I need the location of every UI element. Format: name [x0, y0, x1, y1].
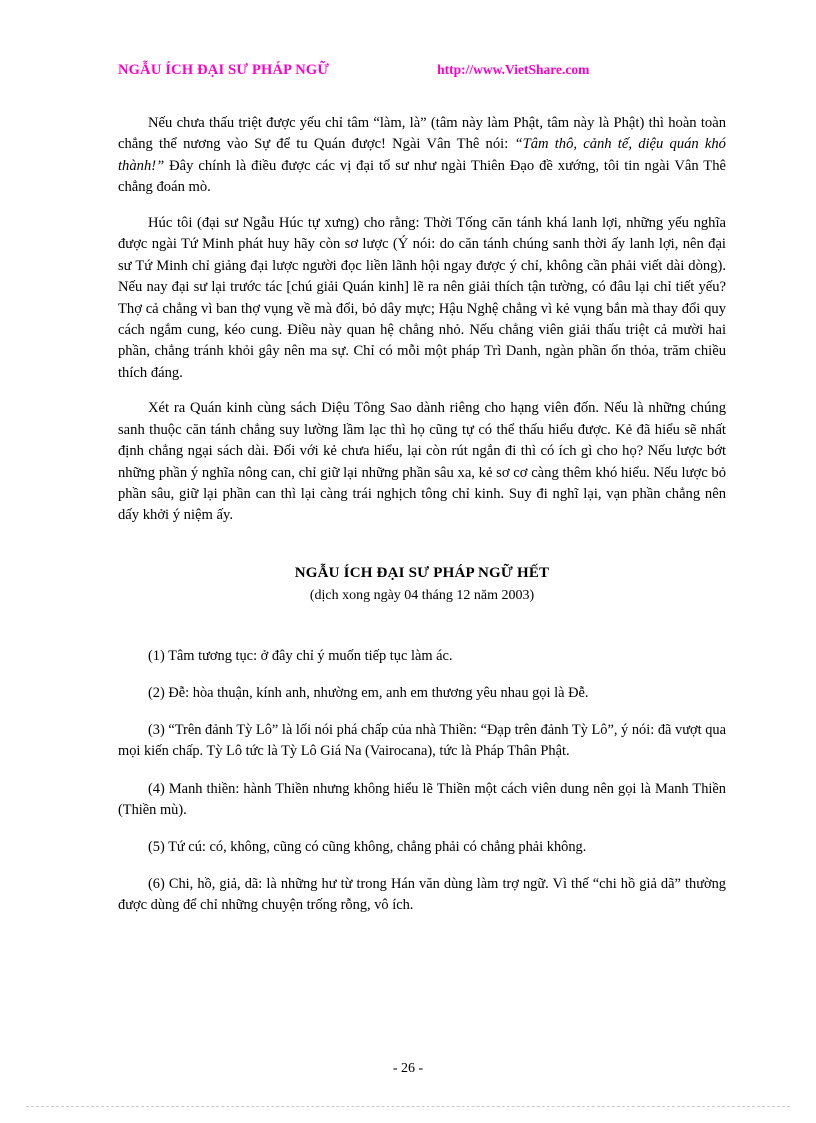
- header-title: NGẪU ÍCH ĐẠI SƯ PHÁP NGỮ: [118, 62, 330, 78]
- page-number: - 26 -: [392, 1061, 424, 1076]
- footnote-item: (4) Manh thiền: hành Thiền nhưng không hiểu lẽ Thiền một cách viên dung nên gọi là Manh Thiền (Thiền mù).: [118, 780, 726, 818]
- paragraph-1: [118, 113, 726, 199]
- paragraph-3: [118, 398, 726, 527]
- page-footer: [0, 1061, 816, 1077]
- header-website-link[interactable]: http://www.VietShare.com: [437, 62, 590, 77]
- footnote-item: (1) Tâm tương tục: ở đây chỉ ý muốn tiếp tục làm ác.: [148, 647, 453, 664]
- paragraph-2: [118, 213, 726, 385]
- closing-block: [118, 565, 726, 604]
- closing-date: (dịch xong ngày 04 tháng 12 năm 2003): [309, 587, 535, 603]
- body-text: [118, 113, 726, 527]
- footnote-item: (5) Tứ cú: có, không, cũng có cũng không, chẳng phải có chẳng phải không.: [148, 838, 587, 855]
- footnotes-list: [118, 646, 726, 917]
- closing-title: NGẪU ÍCH ĐẠI SƯ PHÁP NGỮ HẾT: [294, 564, 550, 581]
- text-run: Nếu chưa thấu triệt được yếu chỉ tâm “làm, là” (tâm này làm Phật, tâm này là Phật) thì hoàn toàn chẳng thể nương vào Sự để tu Quán được! Ngài Vân Thê nói:: [118, 115, 726, 153]
- footnote-item: (3) “Trên đảnh Tỳ Lô” là lối nói phá chấp của nhà Thiền: “Đạp trên đảnh Tỳ Lô”, ý nói: đã vượt qua mọi kiến chấp. Tỳ Lô tức là Tỳ Lô Giá Na (Vairocana), tức là Pháp Thân Phật.: [118, 722, 726, 760]
- text-run: Đây chính là điều được các vị đại tổ sư như ngài Thiên Đạo đề xướng, tôi tin ngài Vân Thê chẳng đoán mò.: [118, 157, 726, 196]
- text-run: Húc tôi (đại sư Ngẫu Húc tự xưng) cho rằng: Thời Tống căn tánh khá lanh lợi, những yếu nghĩa được ngài Tứ Minh phát huy hãy còn sơ lược (Ý nói: do căn tánh chúng sanh thời ấy lanh lợi, nên đại sư Tứ Minh chỉ giảng đại lược người đọc liền lãnh hội ngay được ý chỉ, không cần phải viết dài dòng). Nếu nay đại sư lại trước tác [chú giải Quán kinh] lẽ ra nên giải thích tận tường, có đâu lại chỉ tiết yếu? Thợ cả chẳng vì ban thợ vụng về mà đổi, bỏ dây mực; Hậu Nghệ chẳng vì kẻ vụng bắn mà thay đổi quy cách ngắm cung, kéo cung. Điều này quan hệ chẳng nhỏ. Nếu chẳng viên giải thấu triệt cả mười hai phần, chẳng tránh khỏi gây nên ma sự. Chỉ có mỗi một pháp Trì Danh, ngàn phần ổn thỏa, trăm chiều thích đáng.: [118, 214, 726, 381]
- footnote-item: (6) Chi, hồ, giả, dã: là những hư từ trong Hán văn dùng làm trợ ngữ. Vì thế “chi hồ giả dã” thường được dùng để chỉ những chuyện trống rỗng, vô ích.: [118, 876, 726, 914]
- text-run: Xét ra Quán kinh cùng sách Diệu Tông Sao dành riêng cho hạng viên đốn. Nếu là những chúng sanh thuộc căn tánh chẳng suy lường lầm lạc thì họ cũng tự có thể thấu hiểu được. Kẻ đã hiểu sẽ nhất định chẳng ngại sách dài. Đối với kẻ chưa hiểu, lại còn rút ngắn đi thì có ích gì cho họ? Nếu lược bớt những phần ý nghĩa nông can, chỉ giữ lại những phần sâu xa, kẻ sơ cơ càng thêm khó hiểu. Nếu lược bỏ phần sâu, giữ lại phần can thì lại càng trái nghịch tông chỉ kinh. Suy đi nghĩ lại, vạn phần chẳng nên dấy khởi ý niệm ấy.: [118, 400, 726, 524]
- text-run: “Tâm thô, cảnh tế, diệu quán khó thành!”: [118, 136, 726, 174]
- bottom-divider: [26, 1106, 790, 1107]
- footnote-item: (2) Đễ: hòa thuận, kính anh, nhường em, anh em thương yêu nhau gọi là Đễ.: [148, 685, 589, 702]
- page-header: [118, 62, 726, 79]
